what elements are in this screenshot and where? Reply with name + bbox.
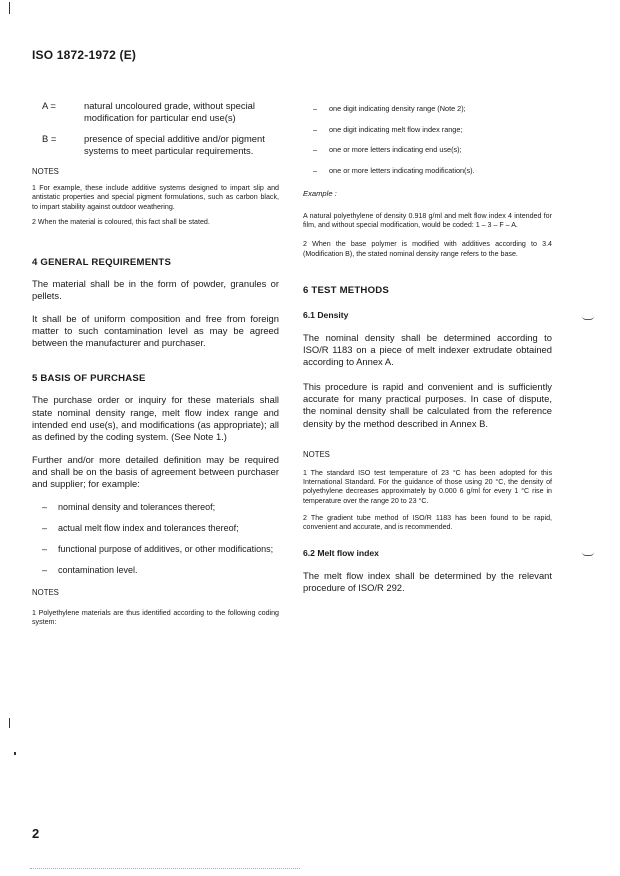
section-4-paragraph-2: It shall be of uniform composition and free from foreign matter to such contamination level as may be agreed between the manufacturer and purchaser. bbox=[32, 312, 279, 349]
section-6-heading: 6 TEST METHODS bbox=[303, 284, 389, 296]
notes-label: NOTES bbox=[303, 449, 330, 459]
section-5-paragraph-2: Further and/or more detailed definition may be required and shall be on the basis of agreement between purchaser and supplier; for example: bbox=[32, 453, 279, 490]
list-item bbox=[303, 166, 552, 176]
list-item bbox=[303, 145, 552, 155]
left-column bbox=[32, 100, 279, 633]
dash-mark: – bbox=[42, 522, 48, 533]
list-item-text: functional purpose of additives, or other modifications; bbox=[58, 543, 274, 554]
list-item bbox=[32, 501, 279, 513]
note-1: 1 The standard ISO test temperature of 23 °C has been adopted for this International Standard. For the guidance of those using 20 °C, the density of polyethylene decreases approximately by 0.000 6 g/ml for every 1 °C rise in temperature over the range 20 to 23 °C. bbox=[303, 468, 552, 505]
section-6-1-paragraph-1: The nominal density shall be determined according to ISO/R 1183 on a piece of melt indexer extrudate obtained according to Annex A. bbox=[303, 331, 552, 368]
definition-key: B = bbox=[42, 132, 57, 144]
note-1: 1 Polyethylene materials are thus identified according to the following coding system: bbox=[32, 608, 279, 626]
example-label: Example : bbox=[303, 189, 337, 198]
definition-key: A = bbox=[42, 100, 56, 111]
definition-a bbox=[32, 100, 279, 125]
list-item-text: one or more letters indicating end use(s); bbox=[329, 145, 462, 154]
list-item-text: nominal density and tolerances thereof; bbox=[58, 501, 216, 512]
list-item bbox=[32, 543, 279, 555]
dash-mark: – bbox=[313, 104, 318, 113]
list-item bbox=[32, 564, 279, 576]
dash-mark: – bbox=[313, 124, 318, 134]
list-item bbox=[303, 125, 552, 135]
list-item bbox=[32, 522, 279, 534]
margin-mark bbox=[582, 552, 594, 556]
note-1: 1 For example, these include additive systems designed to impart slip and antistatic properties and special pigment formulations, such as carbon black, to impart stability against outdoor weathering. bbox=[32, 184, 279, 211]
list-item bbox=[303, 104, 552, 114]
example-text: A natural polyethylene of density 0.918 g/ml and melt flow index 4 intended for film, and without special modification, would be coded: 1 – 3 – F – A. bbox=[303, 212, 552, 230]
note-2: 2 When the material is coloured, this fact shall be stated. bbox=[32, 217, 210, 226]
section-4-paragraph-1: The material shall be in the form of powder, granules or pellets. bbox=[32, 278, 279, 302]
dash-mark: – bbox=[313, 145, 318, 154]
definition-b bbox=[32, 133, 279, 158]
note-2: 2 The gradient tube method of ISO/R 1183 has been found to be rapid, convenient and accurate, and is recommended. bbox=[303, 513, 552, 531]
scan-margin-mark bbox=[9, 2, 10, 14]
notes-label: NOTES bbox=[32, 167, 59, 177]
scan-margin-mark bbox=[9, 718, 10, 728]
list-item-text: one digit indicating density range (Note 2); bbox=[329, 104, 466, 113]
notes-label: NOTES bbox=[32, 587, 59, 597]
right-column bbox=[303, 104, 552, 605]
definition-text: natural uncoloured grade, without special modification for particular end use(s) bbox=[84, 100, 255, 124]
section-6-1-paragraph-2: This procedure is rapid and convenient and is sufficiently accurate for many practical purposes. In case of dispute, the nominal density shall be calculated from the reference density by the method described in Annex B. bbox=[303, 380, 552, 429]
dash-mark: – bbox=[42, 543, 48, 554]
section-5-paragraph-1: The purchase order or inquiry for these materials shall state nominal density range, melt flow index range and intended end use(s), and modifications (as appropriate); all as defined by the coding system. (See Note 1.) bbox=[32, 394, 279, 443]
section-6-1-heading: 6.1 Density bbox=[303, 309, 349, 320]
list-item-text: actual melt flow index and tolerances thereof; bbox=[58, 522, 239, 533]
section-6-2-heading: 6.2 Melt flow index bbox=[303, 548, 379, 559]
section-4-heading: 4 GENERAL REQUIREMENTS bbox=[32, 257, 172, 268]
scan-margin-mark bbox=[14, 752, 16, 755]
list-item-text: one digit indicating melt flow index range; bbox=[329, 124, 463, 134]
section-6-2-paragraph-1: The melt flow index shall be determined by the relevant procedure of ISO/R 292. bbox=[303, 570, 552, 594]
page-number: 2 bbox=[32, 826, 40, 841]
section-5-heading: 5 BASIS OF PURCHASE bbox=[32, 373, 146, 385]
margin-mark bbox=[582, 316, 594, 320]
dash-mark: – bbox=[42, 501, 48, 512]
list-item-text: one or more letters indicating modification(s). bbox=[329, 165, 475, 175]
dash-mark: – bbox=[42, 564, 48, 575]
note-2: 2 When the base polymer is modified with additives according to 3.4 (Modification B), the stated nominal density range refers to the base. bbox=[303, 240, 552, 258]
dash-mark: – bbox=[313, 165, 318, 175]
definition-text: presence of special additive and/or pigment systems to meet particular requirements. bbox=[84, 132, 265, 156]
list-item-text: contamination level. bbox=[58, 564, 138, 575]
scan-artifact bbox=[30, 868, 300, 872]
document-header: ISO 1872-1972 (E) bbox=[32, 48, 137, 62]
